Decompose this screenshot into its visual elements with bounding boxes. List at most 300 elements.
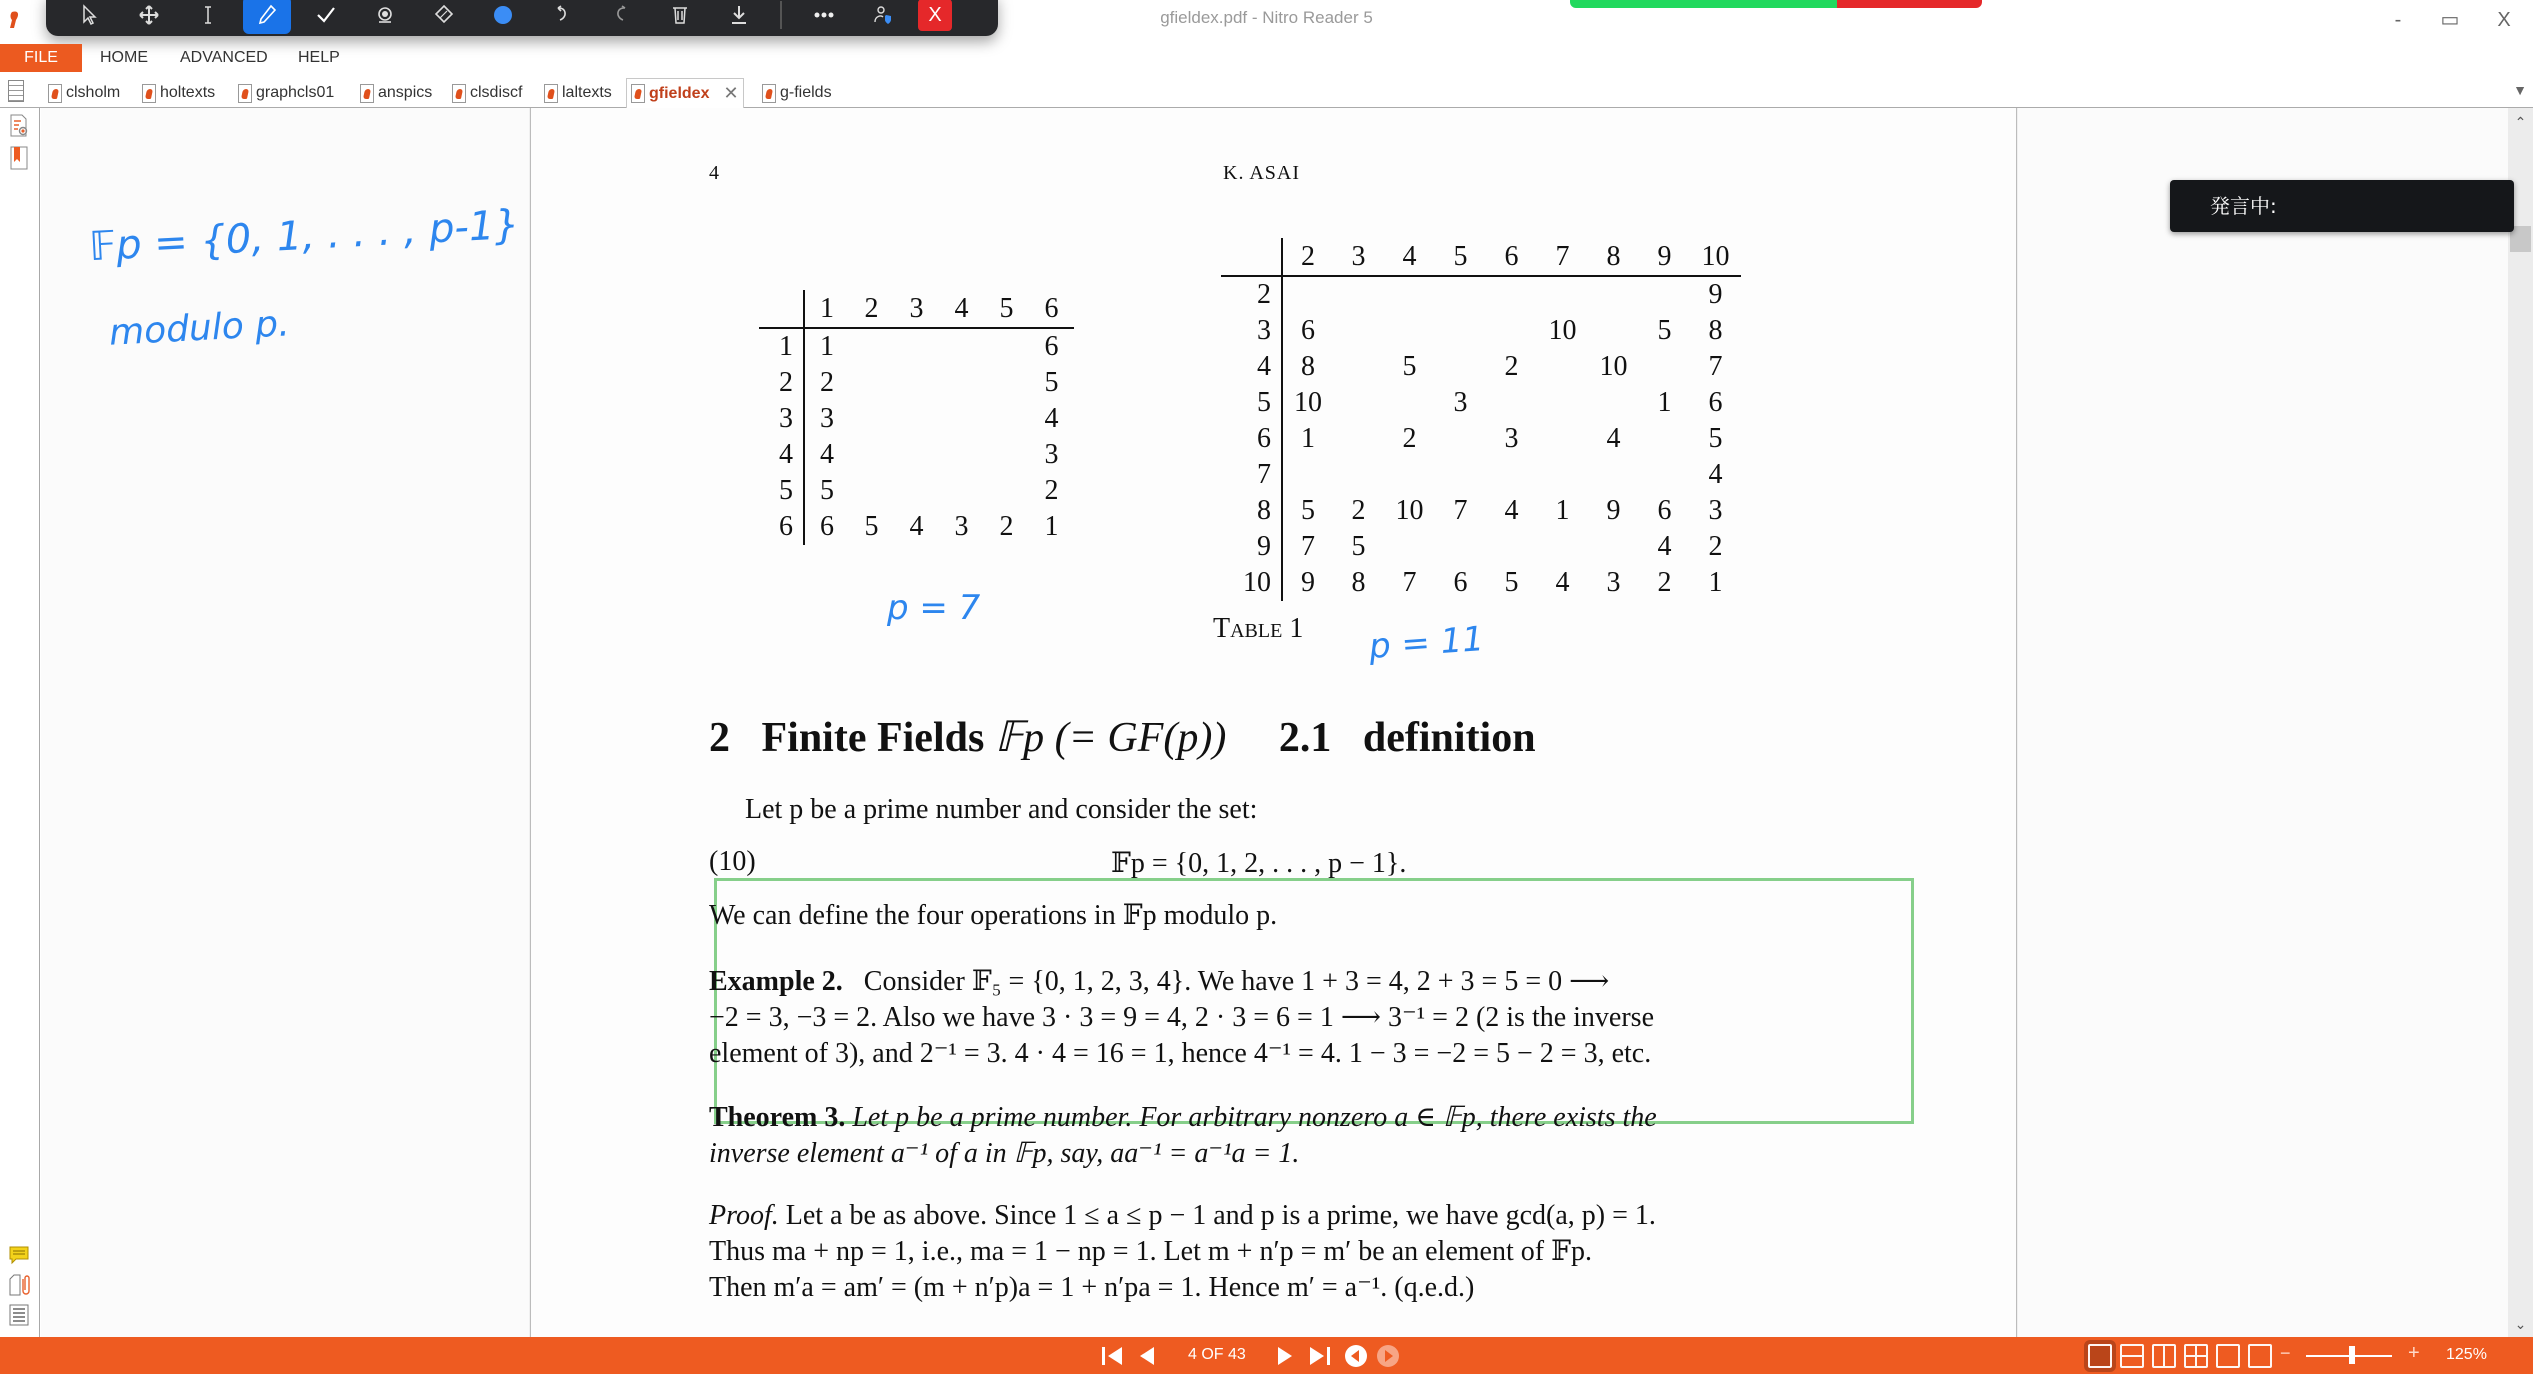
redo-icon <box>609 3 633 27</box>
outline-icon[interactable] <box>8 1303 30 1327</box>
eraser-tool-button[interactable] <box>420 0 468 34</box>
view-continuous-button[interactable] <box>2120 1344 2144 1368</box>
table-row <box>1221 457 1741 493</box>
cursor-arrow-icon <box>78 3 102 27</box>
table-cell: 8 <box>1708 315 1723 346</box>
left-margin-canvas <box>41 108 529 1337</box>
table-cell: 4 <box>1708 459 1723 490</box>
table-caption: Table 1 <box>1213 613 1304 644</box>
example-line: Consider 𝔽₅ = {0, 1, 2, 3, 4}. We have 1 + 3 = 4, 2 + 3 = 5 = 0 ⟶ <box>863 966 1610 997</box>
table-cell: 6 <box>1486 238 1537 276</box>
row-header-cell: 5 <box>759 473 804 509</box>
table-cell <box>1333 276 1384 313</box>
tab-close-icon[interactable]: ✕ <box>723 83 739 103</box>
row-header-cell: 2 <box>759 365 804 401</box>
table-cell: 10 <box>1294 387 1322 418</box>
table-cell <box>894 473 939 509</box>
tab-holtexts[interactable]: holtexts <box>138 78 219 108</box>
more-button[interactable] <box>800 0 848 34</box>
subsection-number: 2.1 <box>1278 715 1332 761</box>
more-icon <box>812 3 836 27</box>
table-cell: 4 <box>820 439 834 470</box>
table-cell <box>1537 385 1588 421</box>
table-cell <box>1486 276 1537 313</box>
recording-red-segment <box>1837 0 1982 8</box>
row-header-cell <box>1221 238 1282 276</box>
row-header-cell: 6 <box>1221 421 1282 457</box>
attachment-icon[interactable] <box>8 1273 30 1297</box>
table-cell <box>1537 529 1588 565</box>
table-cell <box>1435 276 1486 313</box>
table-cell <box>1588 529 1639 565</box>
last-page-icon <box>1308 1345 1334 1367</box>
row-header-cell: 5 <box>1221 385 1282 421</box>
tab-g-fields[interactable]: g-fields <box>758 78 836 108</box>
table-cell <box>1384 385 1435 421</box>
table-cell: 3 <box>894 290 939 328</box>
table-cell <box>894 328 939 365</box>
section-number: 2 <box>709 715 730 761</box>
table-row <box>759 365 1074 401</box>
highlighter-icon <box>373 3 397 27</box>
table-cell <box>1435 457 1486 493</box>
annotation-toolbar <box>46 0 998 36</box>
table-cell: 9 <box>1606 495 1621 526</box>
inverse-table-p7 <box>759 290 1074 545</box>
table-cell <box>1537 349 1588 385</box>
table-cell: 2 <box>820 367 834 398</box>
color-picker-button[interactable] <box>479 0 527 34</box>
document-tab-bar <box>0 76 2533 108</box>
view-cover-button[interactable] <box>2216 1344 2240 1368</box>
check-tool-button[interactable] <box>302 0 350 34</box>
table-row <box>1221 565 1741 601</box>
table-cell: 2 <box>1657 567 1672 598</box>
menu-bar <box>0 44 2533 74</box>
proof-label: Proof. <box>709 1200 779 1231</box>
table-cell: 8 <box>1351 567 1366 598</box>
pdf-file-icon <box>762 84 776 103</box>
table-cell: 5 <box>1435 238 1486 276</box>
table-cell: 6 <box>1301 315 1315 346</box>
table-cell <box>984 328 1029 365</box>
table-cell: 3 <box>1708 495 1723 526</box>
table-cell <box>1588 385 1639 421</box>
table-cell: 1 <box>820 331 834 362</box>
row-header-cell: 6 <box>759 509 804 545</box>
previous-view-button[interactable] <box>1344 1344 1368 1368</box>
table-cell <box>1333 385 1384 421</box>
table-cell: 3 <box>1606 567 1621 598</box>
handwritten-p11: p = 11 <box>1367 619 1486 667</box>
pdf-file-icon <box>48 84 62 103</box>
tab-clsholm[interactable]: clsholm <box>44 78 124 108</box>
pdf-file-icon <box>360 84 374 103</box>
table-header-row <box>759 290 1074 328</box>
table-cell: 5 <box>1504 567 1519 598</box>
table-cell: 5 <box>1351 531 1366 562</box>
pen-tool-button[interactable] <box>243 0 291 34</box>
table-row <box>1221 276 1741 313</box>
table-cell <box>1435 421 1486 457</box>
page-number: 4 <box>709 162 719 184</box>
trash-icon <box>668 3 692 27</box>
table-cell: 4 <box>909 511 924 542</box>
table-cell: 4 <box>1555 567 1570 598</box>
table-cell: 5 <box>1657 315 1672 346</box>
table-cell: 3 <box>1453 387 1468 418</box>
tab-clsdiscf[interactable]: clsdiscf <box>448 78 526 108</box>
table-row <box>1221 493 1741 529</box>
right-margin-canvas <box>2018 108 2508 1337</box>
last-page-button[interactable] <box>1308 1344 1334 1368</box>
table-row <box>759 473 1074 509</box>
example-2 <box>709 964 1654 1072</box>
table-cell <box>1588 276 1639 313</box>
table-cell <box>1282 457 1333 493</box>
table-cell: 3 <box>1044 439 1059 470</box>
table-row <box>759 401 1074 437</box>
handwritten-fp-set: 𝔽p = {0, 1, . . . , p-1} <box>88 201 521 271</box>
example-label: Example 2. <box>709 966 843 997</box>
move-icon <box>137 3 161 27</box>
table-cell: 7 <box>1301 531 1315 562</box>
view-cover-continuous-button[interactable] <box>2248 1344 2272 1368</box>
pdf-file-icon <box>452 84 466 103</box>
pdf-file-icon <box>238 84 252 103</box>
table-cell: 5 <box>1402 351 1417 382</box>
proof-line: Thus ma + np = 1, i.e., ma = 1 − np = 1. Let m + n′p = m′ be an element of 𝔽p. <box>709 1236 1592 1267</box>
menu-file[interactable]: FILE <box>0 44 82 72</box>
ribbon-collapse-icon[interactable]: ▼ <box>2513 82 2527 98</box>
minimize-button[interactable]: - <box>2394 9 2402 31</box>
tab-list-icon[interactable] <box>8 80 24 102</box>
table-cell: 4 <box>1044 403 1059 434</box>
table-cell: 10 <box>1548 315 1577 346</box>
running-head: K. ASAI <box>1223 162 1301 184</box>
table-cell <box>1333 457 1384 493</box>
table-cell: 8 <box>1301 351 1315 382</box>
zoom-out-button[interactable]: − <box>2280 1343 2291 1363</box>
table-row <box>1221 349 1741 385</box>
table-cell: 9 <box>1639 238 1690 276</box>
select-tool-button[interactable] <box>66 0 114 34</box>
table-cell <box>1486 385 1537 421</box>
close-toolbar-button[interactable] <box>918 0 952 31</box>
prev-page-icon <box>1136 1345 1156 1367</box>
theorem-line: Let p be a prime number. For arbitrary nonzero a ∈ 𝔽p, there exists the <box>852 1102 1657 1133</box>
row-header-cell <box>759 290 804 328</box>
table-cell <box>1639 349 1690 385</box>
proof-line: Let a be as above. Since 1 ≤ a ≤ p − 1 and p is a prime, we have gcd(a, p) = 1. <box>785 1200 1656 1231</box>
delete-button[interactable] <box>656 0 704 34</box>
scroll-up-icon[interactable]: ⌃ <box>2514 114 2527 130</box>
table-cell <box>1435 529 1486 565</box>
view-single-page-button[interactable] <box>2088 1344 2112 1368</box>
table-cell <box>1384 313 1435 349</box>
table-cell: 4 <box>939 290 984 328</box>
table-cell: 2 <box>1402 423 1417 454</box>
forward-view-icon <box>1376 1344 1400 1368</box>
example-line: −2 = 3, −3 = 2. Also we have 3 · 3 = 9 = 4, 2 · 3 = 6 = 1 ⟶ 3⁻¹ = 2 (2 is the inverse <box>709 1002 1654 1033</box>
table-cell: 3 <box>1333 238 1384 276</box>
table-cell: 9 <box>1301 567 1315 598</box>
menu-home[interactable]: HOME <box>100 49 148 66</box>
table-cell: 3 <box>954 511 969 542</box>
proof-line: Then m′a = am′ = (m + n′p)a = 1 + n′pa = 1. Hence m′ = a⁻¹. (q.e.d.) <box>709 1272 1475 1303</box>
table-cell <box>1639 421 1690 457</box>
maximize-button[interactable]: ▭ <box>2440 9 2460 31</box>
first-page-icon <box>1100 1345 1126 1367</box>
table-row <box>1221 529 1741 565</box>
close-window-button[interactable]: X <box>2497 9 2511 31</box>
table-cell: 1 <box>1708 567 1723 598</box>
page-search-icon[interactable] <box>8 114 30 138</box>
table-header-row <box>1221 238 1741 276</box>
save-download-button[interactable] <box>715 0 763 34</box>
zoom-level[interactable]: 125% <box>2446 1346 2487 1363</box>
color-dot-icon <box>491 3 515 27</box>
equation-number: (10) <box>709 846 756 877</box>
table-cell <box>1639 457 1690 493</box>
table-cell: 2 <box>1282 238 1333 276</box>
download-icon <box>727 3 751 27</box>
operations-paragraph: We can define the four operations in 𝔽p modulo p. <box>709 900 1278 931</box>
table-cell <box>1384 276 1435 313</box>
recording-green-segment <box>1570 0 1837 8</box>
vertical-scrollbar[interactable] <box>2508 108 2533 1337</box>
table-cell: 5 <box>1044 367 1059 398</box>
row-header-cell: 1 <box>759 328 804 365</box>
table-cell <box>894 401 939 437</box>
scroll-down-icon[interactable]: ⌄ <box>2514 1316 2527 1332</box>
table-cell: 5 <box>864 511 879 542</box>
table-cell <box>939 328 984 365</box>
prev-page-button[interactable] <box>1136 1344 1156 1368</box>
row-header-cell: 3 <box>1221 313 1282 349</box>
table-cell <box>1384 529 1435 565</box>
table-cell <box>1537 457 1588 493</box>
table-cell: 5 <box>1301 495 1315 526</box>
table-cell: 1 <box>1657 387 1672 418</box>
page-indicator[interactable]: 4 OF 43 <box>1188 1346 1246 1363</box>
table-cell: 4 <box>1384 238 1435 276</box>
window-title: gfieldex.pdf - Nitro Reader 5 <box>1160 8 1373 27</box>
table-cell <box>1639 276 1690 313</box>
bookmark-icon[interactable] <box>8 146 30 170</box>
comment-icon[interactable] <box>8 1243 30 1267</box>
handwritten-modulo: modulo p. <box>108 303 291 354</box>
table-cell: 1 <box>1301 423 1315 454</box>
table-cell: 7 <box>1402 567 1417 598</box>
row-header-cell: 9 <box>1221 529 1282 565</box>
table-cell <box>984 437 1029 473</box>
row-header-cell: 3 <box>759 401 804 437</box>
table-row <box>759 437 1074 473</box>
table-cell: 6 <box>1453 567 1468 598</box>
table-cell: 8 <box>1588 238 1639 276</box>
next-page-button[interactable] <box>1276 1344 1296 1368</box>
row-header-cell: 7 <box>1221 457 1282 493</box>
table-cell <box>1588 313 1639 349</box>
back-view-icon <box>1344 1344 1368 1368</box>
table-cell: 6 <box>1029 290 1074 328</box>
table-row <box>759 328 1074 365</box>
intro-paragraph: Let p be a prime number and consider the set: <box>745 794 1258 825</box>
table-cell <box>1384 457 1435 493</box>
row-header-cell: 4 <box>759 437 804 473</box>
table-cell: 4 <box>1606 423 1621 454</box>
move-tool-button[interactable] <box>125 0 173 34</box>
status-bar <box>0 1337 2533 1374</box>
table-row <box>759 509 1074 545</box>
table-cell <box>1333 421 1384 457</box>
table-cell: 2 <box>849 290 894 328</box>
table-cell <box>939 473 984 509</box>
table-cell <box>984 473 1029 509</box>
undo-icon <box>550 3 574 27</box>
table-cell <box>939 401 984 437</box>
next-page-icon <box>1276 1345 1296 1367</box>
menu-help[interactable]: HELP <box>298 49 340 66</box>
handwritten-p7: p = 7 <box>887 588 981 628</box>
pdf-file-icon <box>142 84 156 103</box>
table-cell: 10 <box>1395 495 1424 526</box>
row-header-cell: 2 <box>1221 276 1282 313</box>
example-line: element of 3), and 2⁻¹ = 3. 4 · 4 = 16 = 1, hence 4⁻¹ = 4. 1 − 3 = −2 = 5 − 2 = 3, etc. <box>709 1038 1652 1069</box>
equation-body: 𝔽p = {0, 1, 2, . . . , p − 1}. <box>1111 848 1407 879</box>
table-cell: 5 <box>820 475 834 506</box>
user-settings-button[interactable] <box>859 0 907 34</box>
table-cell: 1 <box>804 290 849 328</box>
table-cell <box>1333 313 1384 349</box>
highlighter-tool-button[interactable] <box>361 0 409 34</box>
left-sidebar <box>0 108 40 1337</box>
redo-button[interactable] <box>597 0 645 34</box>
table-row <box>1221 313 1741 349</box>
table-cell <box>849 473 894 509</box>
pdf-file-icon <box>544 84 558 103</box>
subsection-title: definition <box>1362 715 1536 761</box>
row-header-cell: 10 <box>1221 565 1282 601</box>
pdf-file-icon <box>631 84 645 103</box>
recording-indicator-bar <box>1570 0 1982 8</box>
table-cell: 7 <box>1537 238 1588 276</box>
table-row <box>1221 385 1741 421</box>
tab-graphcls01[interactable]: graphcls01 <box>234 78 338 108</box>
table-cell: 6 <box>1044 331 1059 362</box>
theorem-label: Theorem 3. <box>709 1102 846 1133</box>
tab-anspics[interactable]: anspics <box>356 78 436 108</box>
table-cell: 6 <box>1657 495 1672 526</box>
section-heading <box>709 712 1536 762</box>
undo-button[interactable] <box>538 0 586 34</box>
table-cell: 5 <box>1708 423 1723 454</box>
table-cell <box>1435 349 1486 385</box>
row-header-cell: 8 <box>1221 493 1282 529</box>
tab-laltexts[interactable]: laltexts <box>540 78 616 108</box>
checkmark-icon <box>314 3 338 27</box>
table-cell <box>1486 313 1537 349</box>
table-cell <box>1486 529 1537 565</box>
section-math: 𝔽p (= GF(p)) <box>994 715 1227 761</box>
close-icon: X <box>928 3 942 26</box>
table-row <box>1221 421 1741 457</box>
table-cell <box>849 328 894 365</box>
next-view-button[interactable] <box>1376 1344 1400 1368</box>
text-cursor-icon <box>196 3 220 27</box>
table-cell: 4 <box>1657 531 1672 562</box>
table-cell: 2 <box>1351 495 1366 526</box>
table-cell <box>1537 421 1588 457</box>
table-cell <box>894 365 939 401</box>
zoom-in-button[interactable]: + <box>2408 1342 2420 1364</box>
table-cell <box>1282 276 1333 313</box>
table-cell: 2 <box>1708 531 1723 562</box>
document-viewport[interactable] <box>41 108 2508 1337</box>
table-cell: 2 <box>1504 351 1519 382</box>
view-facing-continuous-button[interactable] <box>2184 1344 2208 1368</box>
table-cell: 3 <box>820 403 834 434</box>
user-shield-icon <box>871 3 895 27</box>
table-cell: 6 <box>1708 387 1723 418</box>
table-cell: 10 <box>1599 351 1628 382</box>
table-cell <box>984 401 1029 437</box>
speaking-indicator-overlay: 発言中: <box>2170 180 2514 232</box>
toolbar-separator <box>780 1 782 29</box>
table-cell <box>849 401 894 437</box>
inverse-table-p11 <box>1221 238 1741 601</box>
table-cell <box>1588 457 1639 493</box>
table-cell: 5 <box>984 290 1029 328</box>
table-cell: 4 <box>1504 495 1519 526</box>
table-cell: 2 <box>1044 475 1059 506</box>
table-cell <box>849 365 894 401</box>
table-cell <box>939 437 984 473</box>
eraser-icon <box>432 3 456 27</box>
first-page-button[interactable] <box>1100 1344 1126 1368</box>
table-cell: 7 <box>1708 351 1723 382</box>
proof <box>709 1198 1656 1306</box>
table-cell: 3 <box>1504 423 1519 454</box>
table-cell: 9 <box>1708 279 1723 310</box>
theorem-line: inverse element a⁻¹ of a in 𝔽p, say, aa⁻¹ = a⁻¹a = 1. <box>709 1138 1300 1169</box>
text-tool-button[interactable] <box>184 0 232 34</box>
table-cell: 7 <box>1453 495 1468 526</box>
table-cell <box>1435 313 1486 349</box>
table-cell <box>894 437 939 473</box>
table-cell <box>1333 349 1384 385</box>
section-title: Finite Fields <box>761 715 985 761</box>
table-cell: 10 <box>1690 238 1741 276</box>
tab-gfieldex[interactable]: gfieldex ✕ <box>626 78 744 109</box>
table-cell: 2 <box>999 511 1014 542</box>
table-cell: 1 <box>1044 511 1059 542</box>
zoom-slider-thumb[interactable] <box>2349 1346 2355 1364</box>
view-facing-button[interactable] <box>2152 1344 2176 1368</box>
menu-advanced[interactable]: ADVANCED <box>180 49 268 66</box>
table-cell <box>1537 276 1588 313</box>
table-cell: 1 <box>1555 495 1570 526</box>
pdf-page <box>530 108 2017 1337</box>
table-cell: 6 <box>820 511 834 542</box>
table-cell <box>849 437 894 473</box>
table-cell <box>939 365 984 401</box>
theorem-3 <box>709 1100 1657 1172</box>
row-header-cell: 4 <box>1221 349 1282 385</box>
table-cell <box>1486 457 1537 493</box>
table-cell <box>984 365 1029 401</box>
